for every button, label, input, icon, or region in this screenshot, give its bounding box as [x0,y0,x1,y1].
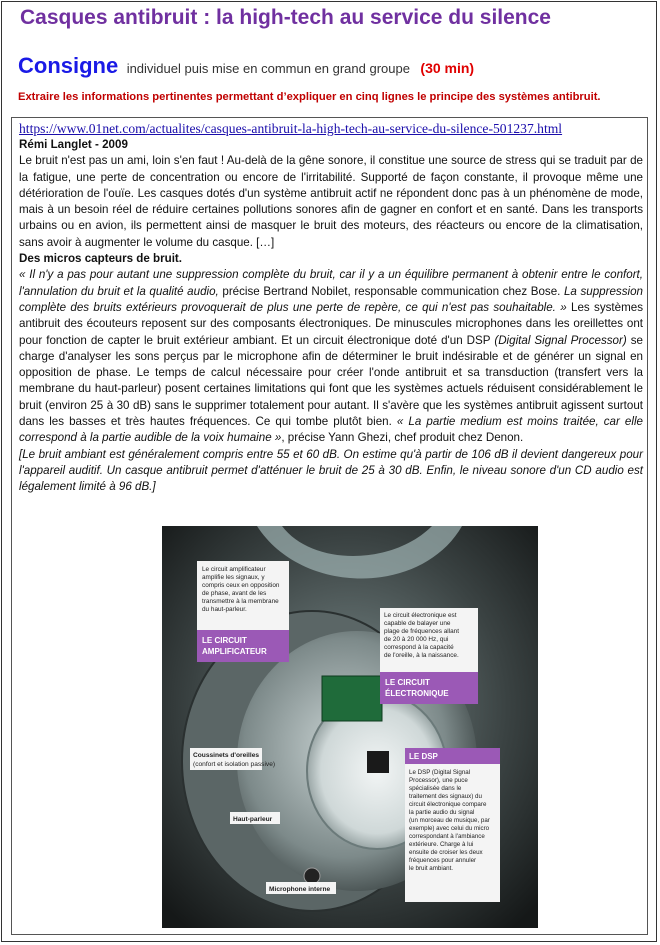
consigne-heading: Consigne [18,53,119,78]
source-link[interactable]: https://www.01net.com/actualites/casques-antibruit-la-high-tech-au-service-du-silence-501237.html [19,121,563,136]
page-title: Casques antibruit : la high-tech au service du silence [20,6,551,29]
dsp-text-5: circuit électronique compare [409,801,487,808]
paragraph-2-text-2: Les systèmes antibruit des écouteurs reposent sur des composants électroniques. De minuscules microphones dans les oreillettes ont pour fonction de capter le bruit extérieur ambiant. Et un circuit électronique doté d'un DSP [19,300,643,347]
elec-text-5: correspond à la capacité [384,644,454,651]
quote-ghezi: « La partie medium est moins traitée, car elle correspond à la partie audible de la voix humaine » [19,415,643,445]
amp-text-5: transmettre à la membrane [202,598,279,605]
article-note: [Le bruit ambiant est généralement compris entre 55 et 60 dB. On estime qu'à partir de 106 dB il devient dangereux pour l'appareil auditif. Un casque antibruit permet d'atténuer le bruit de 25 à 30 dB. Enfin, le niveau sonore d'un CD audio est légalement limité à 96 dB.] [19,447,643,494]
haut-parleur-label: Haut-parleur [233,816,273,823]
dsp-text-13: le bruit ambiant. [409,865,454,872]
micro-label: Microphone interne [269,886,331,893]
article-paragraph-2 [19,267,643,446]
elec-text-6: de l'oreille, à la naissance. [384,652,459,659]
dsp-text-9: correspondant à l'ambiance [409,833,485,840]
amp-title-1: LE CIRCUIT [202,636,247,645]
dsp-text-6: la partie audio du signal [409,809,475,816]
article-author: Rémi Langlet - 2009 [19,138,128,151]
article-body [19,120,643,496]
article-subheading: Des micros capteurs de bruit. [19,252,183,266]
amp-text-3: compris ceux en opposition [202,582,280,589]
amp-label-bg [197,630,289,662]
dsp-text-1: Le DSP (Digital Signal [409,769,471,776]
elec-text-1: Le circuit électronique est [384,612,457,619]
article-paragraph-1: Le bruit n'est pas un ami, loin s'en faut ! Au-delà de la gêne sonore, il constitue une source de stress qui se traduit par de la fatigue, une perte de concentration ou encore de l'irritabilité. Supporté de façon constante, il provoque même une détérioration de l'ouïe. Les casques dotés d'un système antibruit actif ne répondent donc pas à un phénomène de mode, mais à un besoin réel de réduire certaines pollutions sonores afin de gagner en confort et en santé. Dans les transports urbains ou en avion, ils permettent ainsi de masquer le bruit des moteurs, des réacteurs ou encore de la climatisation, sans avoir à augmenter le volume du casque. […] [19,154,643,249]
headphone-diagram [162,526,538,928]
instruction-text: Extraire les informations pertinentes permettant d’expliquer en cinq lignes le principe des systèmes antibruit. [18,91,601,103]
elec-text-4: de 20 à 20 000 Hz, qui [384,636,449,643]
dsp-text-4: traitement des signaux) du [409,793,482,800]
circuit-board [322,676,382,721]
elec-text-2: capable de balayer une [384,620,451,627]
coussinets-sub: (confort et isolation passive) [193,761,276,768]
dsp-expansion: (Digital Signal Processor) [494,333,627,347]
dsp-text-7: (un morceau de musique, par [409,817,490,824]
elec-label-bg [380,672,478,704]
paragraph-2-text-3: se charge d'analyser les sons perçus par le microphone afin de déterminer le bruit indésirable et de générer un signal en opposition de phase. Le temps de calcul nécessaire pour créer l'onde antibruit et sa transduction (transfert vers la membrane du haut-parleur) posent certaines limitations qui font que les systèmes actuels réduisent considérablement le bruit (environ 25 à 30 dB) sans le supprimer totalement pour autant. Il s'avère que les systèmes antibruit agissent surtout dans les basses et très hautes fréquences. Ce qui tombe plutôt bien. [19,333,643,429]
amp-text-2: amplifie les signaux, y [202,574,265,581]
paragraph-2-text-1: précise Bertrand Nobilet, responsable communication chez Bose. [218,284,564,298]
amp-text-6: du haut-parleur. [202,606,247,613]
dsp-chip [367,751,389,773]
dsp-title: LE DSP [409,752,438,761]
elec-title-1: LE CIRCUIT [385,678,430,687]
amp-title-2: AMPLIFICATEUR [202,647,267,656]
svg-text:Le circuit électronique est [384,612,461,659]
dsp-text-2: Processor), une puce [409,777,468,784]
amp-text-4: de phase, avant de les [202,590,267,597]
elec-title-2: ÉLECTRONIQUE [385,689,449,698]
consigne-line [18,53,474,79]
paragraph-2-text-4: , précise Yann Ghezi, chef produit chez Denon. [281,431,524,445]
amp-text-1: Le circuit amplificateur [202,566,266,573]
consigne-duration: (30 min) [420,60,475,76]
quote-nobilet-1: « Il n'y a pas pour autant une suppression complète du bruit, car il y a un équilibre permanent à obtenir entre le confort, l'annulation du bruit et la qualité audio, [19,268,643,298]
internal-microphone [304,868,320,884]
coussinets-title: Coussinets d'oreilles [193,752,260,759]
dsp-text-8: exemple) avec celui du micro [409,825,490,832]
dsp-text-10: extérieure. Charge à lui [409,841,474,848]
dsp-text-11: ensuite de croiser les deux [409,849,483,856]
consigne-modality: individuel puis mise en commun en grand groupe [126,61,410,76]
quote-nobilet-2: La suppression complète des bruits extérieurs provoquerait de plus une perte de repère, ce qui n'est pas souhaitable. » [19,284,643,314]
elec-text-3: plage de fréquences allant [384,628,459,635]
dsp-text-3: spécialisée dans le [409,785,462,792]
dsp-text-12: fréquences pour annuler [409,857,477,864]
